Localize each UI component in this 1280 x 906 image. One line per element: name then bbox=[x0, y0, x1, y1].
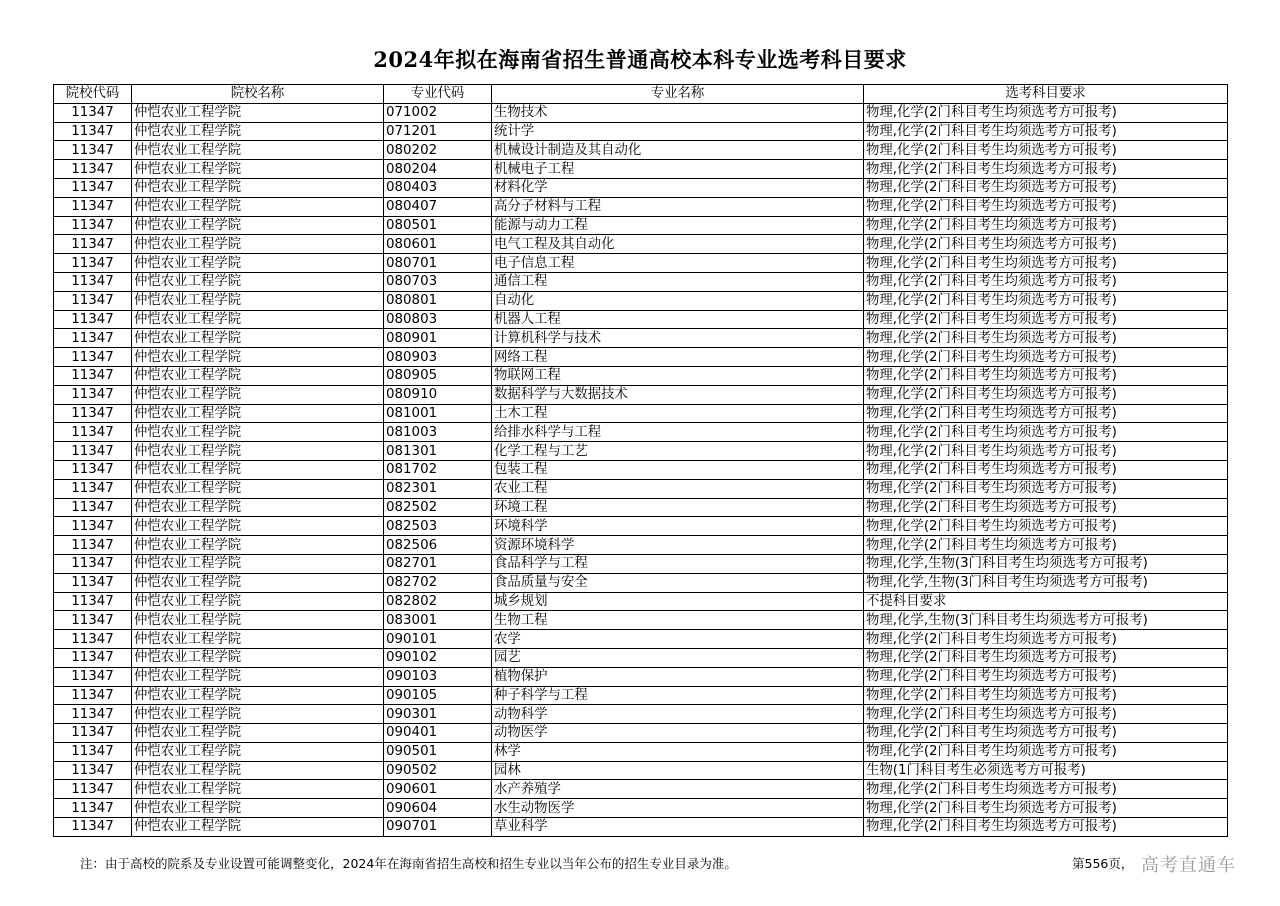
cell-subject-requirement: 物理,化学(2门科目考生均须选考方可报考) bbox=[864, 348, 1228, 367]
table-row bbox=[54, 254, 1228, 273]
cell-major-name: 材料化学 bbox=[492, 178, 864, 197]
cell-major-name: 给排水科学与工程 bbox=[492, 423, 864, 442]
cell-subject-requirement: 物理,化学(2门科目考生均须选考方可报考) bbox=[864, 724, 1228, 743]
cell-school-code: 11347 bbox=[54, 160, 132, 179]
cell-school-code: 11347 bbox=[54, 630, 132, 649]
cell-major-name: 电子信息工程 bbox=[492, 254, 864, 273]
cell-major-code: 080801 bbox=[384, 291, 492, 310]
cell-school-name: 仲恺农业工程学院 bbox=[132, 122, 384, 141]
cell-subject-requirement: 物理,化学,生物(3门科目考生均须选考方可报考) bbox=[864, 554, 1228, 573]
header-subject-requirement: 选考科目要求 bbox=[864, 85, 1228, 104]
cell-major-code: 090105 bbox=[384, 686, 492, 705]
cell-major-name: 物联网工程 bbox=[492, 366, 864, 385]
cell-school-name: 仲恺农业工程学院 bbox=[132, 799, 384, 818]
cell-school-code: 11347 bbox=[54, 348, 132, 367]
cell-major-code: 080202 bbox=[384, 141, 492, 160]
cell-major-name: 自动化 bbox=[492, 291, 864, 310]
page-number: 第556页， bbox=[1072, 856, 1134, 871]
cell-major-name: 城乡规划 bbox=[492, 592, 864, 611]
table-row bbox=[54, 630, 1228, 649]
cell-subject-requirement: 生物(1门科目考生必须选考方可报考) bbox=[864, 761, 1228, 780]
cell-school-name: 仲恺农业工程学院 bbox=[132, 554, 384, 573]
cell-major-name: 生物技术 bbox=[492, 103, 864, 122]
table-row bbox=[54, 348, 1228, 367]
cell-school-code: 11347 bbox=[54, 329, 132, 348]
cell-school-name: 仲恺农业工程学院 bbox=[132, 536, 384, 555]
table-row bbox=[54, 724, 1228, 743]
cell-school-code: 11347 bbox=[54, 818, 132, 837]
cell-major-code: 090501 bbox=[384, 742, 492, 761]
cell-major-name: 农业工程 bbox=[492, 479, 864, 498]
table-row bbox=[54, 573, 1228, 592]
cell-school-name: 仲恺农业工程学院 bbox=[132, 291, 384, 310]
cell-major-name: 环境科学 bbox=[492, 517, 864, 536]
cell-subject-requirement: 物理,化学(2门科目考生均须选考方可报考) bbox=[864, 479, 1228, 498]
cell-major-name: 环境工程 bbox=[492, 498, 864, 517]
cell-subject-requirement: 物理,化学(2门科目考生均须选考方可报考) bbox=[864, 742, 1228, 761]
cell-major-code: 081702 bbox=[384, 460, 492, 479]
cell-school-name: 仲恺农业工程学院 bbox=[132, 235, 384, 254]
cell-major-name: 林学 bbox=[492, 742, 864, 761]
cell-school-code: 11347 bbox=[54, 498, 132, 517]
cell-major-name: 植物保护 bbox=[492, 667, 864, 686]
cell-school-name: 仲恺农业工程学院 bbox=[132, 517, 384, 536]
cell-school-code: 11347 bbox=[54, 517, 132, 536]
cell-major-name: 能源与动力工程 bbox=[492, 216, 864, 235]
cell-school-name: 仲恺农业工程学院 bbox=[132, 366, 384, 385]
cell-subject-requirement: 物理,化学(2门科目考生均须选考方可报考) bbox=[864, 818, 1228, 837]
table-row bbox=[54, 517, 1228, 536]
cell-subject-requirement: 物理,化学(2门科目考生均须选考方可报考) bbox=[864, 686, 1228, 705]
cell-school-name: 仲恺农业工程学院 bbox=[132, 404, 384, 423]
cell-major-code: 082701 bbox=[384, 554, 492, 573]
table-row bbox=[54, 761, 1228, 780]
table-row bbox=[54, 536, 1228, 555]
cell-school-code: 11347 bbox=[54, 686, 132, 705]
cell-subject-requirement: 物理,化学(2门科目考生均须选考方可报考) bbox=[864, 366, 1228, 385]
cell-school-name: 仲恺农业工程学院 bbox=[132, 254, 384, 273]
cell-subject-requirement: 物理,化学(2门科目考生均须选考方可报考) bbox=[864, 385, 1228, 404]
cell-major-code: 090401 bbox=[384, 724, 492, 743]
cell-subject-requirement: 物理,化学(2门科目考生均须选考方可报考) bbox=[864, 329, 1228, 348]
table-row bbox=[54, 423, 1228, 442]
table-body bbox=[54, 103, 1228, 836]
cell-school-name: 仲恺农业工程学院 bbox=[132, 705, 384, 724]
cell-major-name: 通信工程 bbox=[492, 272, 864, 291]
table-row bbox=[54, 554, 1228, 573]
cell-school-name: 仲恺农业工程学院 bbox=[132, 141, 384, 160]
cell-major-code: 081001 bbox=[384, 404, 492, 423]
cell-major-code: 080501 bbox=[384, 216, 492, 235]
table-row bbox=[54, 592, 1228, 611]
table-row bbox=[54, 705, 1228, 724]
cell-major-code: 090701 bbox=[384, 818, 492, 837]
cell-school-name: 仲恺农业工程学院 bbox=[132, 479, 384, 498]
cell-subject-requirement: 物理,化学(2门科目考生均须选考方可报考) bbox=[864, 122, 1228, 141]
cell-school-code: 11347 bbox=[54, 216, 132, 235]
cell-school-name: 仲恺农业工程学院 bbox=[132, 724, 384, 743]
cell-subject-requirement: 物理,化学(2门科目考生均须选考方可报考) bbox=[864, 141, 1228, 160]
cell-school-code: 11347 bbox=[54, 611, 132, 630]
header-major-name: 专业名称 bbox=[492, 85, 864, 104]
cell-school-name: 仲恺农业工程学院 bbox=[132, 818, 384, 837]
cell-school-code: 11347 bbox=[54, 799, 132, 818]
cell-school-name: 仲恺农业工程学院 bbox=[132, 761, 384, 780]
cell-subject-requirement: 物理,化学(2门科目考生均须选考方可报考) bbox=[864, 705, 1228, 724]
cell-major-code: 071201 bbox=[384, 122, 492, 141]
cell-subject-requirement: 物理,化学(2门科目考生均须选考方可报考) bbox=[864, 498, 1228, 517]
requirements-table bbox=[53, 84, 1228, 837]
cell-major-name: 草业科学 bbox=[492, 818, 864, 837]
cell-school-name: 仲恺农业工程学院 bbox=[132, 160, 384, 179]
cell-major-code: 090604 bbox=[384, 799, 492, 818]
cell-major-name: 计算机科学与技术 bbox=[492, 329, 864, 348]
table-row bbox=[54, 818, 1228, 837]
cell-major-code: 080910 bbox=[384, 385, 492, 404]
cell-school-code: 11347 bbox=[54, 554, 132, 573]
cell-major-name: 化学工程与工艺 bbox=[492, 442, 864, 461]
cell-major-name: 机器人工程 bbox=[492, 310, 864, 329]
cell-major-code: 082301 bbox=[384, 479, 492, 498]
cell-major-name: 机械电子工程 bbox=[492, 160, 864, 179]
cell-major-code: 081003 bbox=[384, 423, 492, 442]
cell-school-code: 11347 bbox=[54, 178, 132, 197]
cell-major-code: 080703 bbox=[384, 272, 492, 291]
cell-subject-requirement: 物理,化学(2门科目考生均须选考方可报考) bbox=[864, 197, 1228, 216]
table-row bbox=[54, 742, 1228, 761]
cell-major-code: 090103 bbox=[384, 667, 492, 686]
cell-major-name: 动物医学 bbox=[492, 724, 864, 743]
cell-subject-requirement: 物理,化学(2门科目考生均须选考方可报考) bbox=[864, 310, 1228, 329]
cell-major-name: 生物工程 bbox=[492, 611, 864, 630]
table-row bbox=[54, 272, 1228, 291]
cell-school-name: 仲恺农业工程学院 bbox=[132, 423, 384, 442]
cell-major-name: 食品质量与安全 bbox=[492, 573, 864, 592]
cell-school-name: 仲恺农业工程学院 bbox=[132, 310, 384, 329]
cell-school-name: 仲恺农业工程学院 bbox=[132, 498, 384, 517]
table-row bbox=[54, 291, 1228, 310]
cell-major-name: 土木工程 bbox=[492, 404, 864, 423]
table-row bbox=[54, 667, 1228, 686]
cell-school-code: 11347 bbox=[54, 536, 132, 555]
cell-major-code: 083001 bbox=[384, 611, 492, 630]
cell-subject-requirement: 物理,化学(2门科目考生均须选考方可报考) bbox=[864, 272, 1228, 291]
table-header bbox=[54, 85, 1228, 104]
cell-school-name: 仲恺农业工程学院 bbox=[132, 648, 384, 667]
cell-major-name: 机械设计制造及其自动化 bbox=[492, 141, 864, 160]
header-school-code: 院校代码 bbox=[54, 85, 132, 104]
cell-subject-requirement: 物理,化学(2门科目考生均须选考方可报考) bbox=[864, 667, 1228, 686]
document-title: 2024年拟在海南省招生普通高校本科专业选考科目要求 bbox=[373, 47, 907, 72]
cell-school-name: 仲恺农业工程学院 bbox=[132, 460, 384, 479]
cell-major-code: 071002 bbox=[384, 103, 492, 122]
cell-subject-requirement: 不提科目要求 bbox=[864, 592, 1228, 611]
cell-school-name: 仲恺农业工程学院 bbox=[132, 348, 384, 367]
cell-school-name: 仲恺农业工程学院 bbox=[132, 630, 384, 649]
cell-subject-requirement: 物理,化学(2门科目考生均须选考方可报考) bbox=[864, 160, 1228, 179]
cell-school-name: 仲恺农业工程学院 bbox=[132, 667, 384, 686]
cell-subject-requirement: 物理,化学(2门科目考生均须选考方可报考) bbox=[864, 536, 1228, 555]
cell-major-code: 090601 bbox=[384, 780, 492, 799]
cell-subject-requirement: 物理,化学(2门科目考生均须选考方可报考) bbox=[864, 460, 1228, 479]
table-row bbox=[54, 141, 1228, 160]
cell-major-name: 高分子材料与工程 bbox=[492, 197, 864, 216]
cell-major-code: 080601 bbox=[384, 235, 492, 254]
cell-subject-requirement: 物理,化学(2门科目考生均须选考方可报考) bbox=[864, 648, 1228, 667]
cell-school-name: 仲恺农业工程学院 bbox=[132, 197, 384, 216]
cell-school-name: 仲恺农业工程学院 bbox=[132, 592, 384, 611]
cell-major-code: 080905 bbox=[384, 366, 492, 385]
cell-school-code: 11347 bbox=[54, 648, 132, 667]
cell-subject-requirement: 物理,化学(2门科目考生均须选考方可报考) bbox=[864, 178, 1228, 197]
cell-major-code: 080204 bbox=[384, 160, 492, 179]
cell-school-code: 11347 bbox=[54, 442, 132, 461]
header-school-name: 院校名称 bbox=[132, 85, 384, 104]
table-row bbox=[54, 197, 1228, 216]
cell-major-name: 园林 bbox=[492, 761, 864, 780]
cell-school-code: 11347 bbox=[54, 423, 132, 442]
cell-major-code: 090502 bbox=[384, 761, 492, 780]
cell-school-code: 11347 bbox=[54, 667, 132, 686]
cell-school-name: 仲恺农业工程学院 bbox=[132, 573, 384, 592]
cell-school-code: 11347 bbox=[54, 385, 132, 404]
table-row bbox=[54, 122, 1228, 141]
table-row bbox=[54, 498, 1228, 517]
cell-major-code: 080403 bbox=[384, 178, 492, 197]
cell-major-code: 082702 bbox=[384, 573, 492, 592]
cell-major-code: 081301 bbox=[384, 442, 492, 461]
cell-major-name: 资源环境科学 bbox=[492, 536, 864, 555]
cell-major-code: 090301 bbox=[384, 705, 492, 724]
table-row bbox=[54, 160, 1228, 179]
cell-major-name: 水生动物医学 bbox=[492, 799, 864, 818]
cell-subject-requirement: 物理,化学(2门科目考生均须选考方可报考) bbox=[864, 404, 1228, 423]
table-row bbox=[54, 404, 1228, 423]
cell-school-code: 11347 bbox=[54, 272, 132, 291]
cell-school-code: 11347 bbox=[54, 780, 132, 799]
cell-school-code: 11347 bbox=[54, 761, 132, 780]
cell-school-code: 11347 bbox=[54, 592, 132, 611]
cell-school-code: 11347 bbox=[54, 122, 132, 141]
cell-school-name: 仲恺农业工程学院 bbox=[132, 611, 384, 630]
cell-school-code: 11347 bbox=[54, 141, 132, 160]
cell-major-name: 食品科学与工程 bbox=[492, 554, 864, 573]
cell-school-name: 仲恺农业工程学院 bbox=[132, 686, 384, 705]
cell-subject-requirement: 物理,化学(2门科目考生均须选考方可报考) bbox=[864, 423, 1228, 442]
cell-subject-requirement: 物理,化学(2门科目考生均须选考方可报考) bbox=[864, 780, 1228, 799]
cell-school-name: 仲恺农业工程学院 bbox=[132, 442, 384, 461]
cell-major-name: 电气工程及其自动化 bbox=[492, 235, 864, 254]
cell-major-code: 080407 bbox=[384, 197, 492, 216]
cell-school-code: 11347 bbox=[54, 479, 132, 498]
cell-school-code: 11347 bbox=[54, 197, 132, 216]
cell-school-code: 11347 bbox=[54, 460, 132, 479]
cell-school-name: 仲恺农业工程学院 bbox=[132, 385, 384, 404]
cell-subject-requirement: 物理,化学,生物(3门科目考生均须选考方可报考) bbox=[864, 573, 1228, 592]
cell-school-code: 11347 bbox=[54, 724, 132, 743]
table-row bbox=[54, 442, 1228, 461]
cell-school-code: 11347 bbox=[54, 254, 132, 273]
cell-school-code: 11347 bbox=[54, 103, 132, 122]
table-row bbox=[54, 103, 1228, 122]
cell-school-code: 11347 bbox=[54, 366, 132, 385]
cell-major-name: 网络工程 bbox=[492, 348, 864, 367]
cell-major-code: 090102 bbox=[384, 648, 492, 667]
cell-school-code: 11347 bbox=[54, 742, 132, 761]
cell-subject-requirement: 物理,化学(2门科目考生均须选考方可报考) bbox=[864, 254, 1228, 273]
table-row bbox=[54, 235, 1228, 254]
cell-school-code: 11347 bbox=[54, 705, 132, 724]
table-header-row bbox=[54, 85, 1228, 104]
table-row bbox=[54, 648, 1228, 667]
cell-major-code: 080803 bbox=[384, 310, 492, 329]
cell-school-code: 11347 bbox=[54, 573, 132, 592]
cell-major-name: 包装工程 bbox=[492, 460, 864, 479]
cell-school-name: 仲恺农业工程学院 bbox=[132, 780, 384, 799]
table-row bbox=[54, 178, 1228, 197]
cell-major-name: 农学 bbox=[492, 630, 864, 649]
table-row bbox=[54, 329, 1228, 348]
cell-school-name: 仲恺农业工程学院 bbox=[132, 742, 384, 761]
cell-school-code: 11347 bbox=[54, 404, 132, 423]
cell-major-code: 080903 bbox=[384, 348, 492, 367]
table-row bbox=[54, 780, 1228, 799]
table-row bbox=[54, 366, 1228, 385]
cell-subject-requirement: 物理,化学(2门科目考生均须选考方可报考) bbox=[864, 799, 1228, 818]
cell-major-code: 080701 bbox=[384, 254, 492, 273]
watermark: 高考直通车 bbox=[1141, 855, 1236, 876]
cell-major-code: 082502 bbox=[384, 498, 492, 517]
cell-subject-requirement: 物理,化学(2门科目考生均须选考方可报考) bbox=[864, 517, 1228, 536]
footnote: 注：由于高校的院系及专业设置可能调整变化，2024年在海南省招生高校和招生专业以当年公布的招生专业目录为准。 bbox=[80, 856, 737, 871]
cell-major-name: 动物科学 bbox=[492, 705, 864, 724]
cell-major-code: 090101 bbox=[384, 630, 492, 649]
cell-subject-requirement: 物理,化学(2门科目考生均须选考方可报考) bbox=[864, 442, 1228, 461]
cell-school-code: 11347 bbox=[54, 310, 132, 329]
cell-school-code: 11347 bbox=[54, 235, 132, 254]
cell-major-name: 水产养殖学 bbox=[492, 780, 864, 799]
cell-major-code: 080901 bbox=[384, 329, 492, 348]
table-row bbox=[54, 385, 1228, 404]
cell-school-name: 仲恺农业工程学院 bbox=[132, 178, 384, 197]
cell-major-name: 数据科学与大数据技术 bbox=[492, 385, 864, 404]
cell-school-name: 仲恺农业工程学院 bbox=[132, 103, 384, 122]
table-row bbox=[54, 611, 1228, 630]
cell-subject-requirement: 物理,化学,生物(3门科目考生均须选考方可报考) bbox=[864, 611, 1228, 630]
cell-subject-requirement: 物理,化学(2门科目考生均须选考方可报考) bbox=[864, 216, 1228, 235]
header-major-code: 专业代码 bbox=[384, 85, 492, 104]
table-row bbox=[54, 216, 1228, 235]
cell-subject-requirement: 物理,化学(2门科目考生均须选考方可报考) bbox=[864, 235, 1228, 254]
table-row bbox=[54, 799, 1228, 818]
cell-school-code: 11347 bbox=[54, 291, 132, 310]
cell-major-name: 种子科学与工程 bbox=[492, 686, 864, 705]
cell-major-code: 082506 bbox=[384, 536, 492, 555]
cell-school-name: 仲恺农业工程学院 bbox=[132, 272, 384, 291]
cell-subject-requirement: 物理,化学(2门科目考生均须选考方可报考) bbox=[864, 291, 1228, 310]
table-row bbox=[54, 686, 1228, 705]
cell-major-name: 园艺 bbox=[492, 648, 864, 667]
table-row bbox=[54, 479, 1228, 498]
cell-subject-requirement: 物理,化学(2门科目考生均须选考方可报考) bbox=[864, 103, 1228, 122]
cell-school-name: 仲恺农业工程学院 bbox=[132, 216, 384, 235]
table-row bbox=[54, 310, 1228, 329]
cell-major-code: 082503 bbox=[384, 517, 492, 536]
cell-school-name: 仲恺农业工程学院 bbox=[132, 329, 384, 348]
cell-major-code: 082802 bbox=[384, 592, 492, 611]
cell-subject-requirement: 物理,化学(2门科目考生均须选考方可报考) bbox=[864, 630, 1228, 649]
table-row bbox=[54, 460, 1228, 479]
cell-major-name: 统计学 bbox=[492, 122, 864, 141]
